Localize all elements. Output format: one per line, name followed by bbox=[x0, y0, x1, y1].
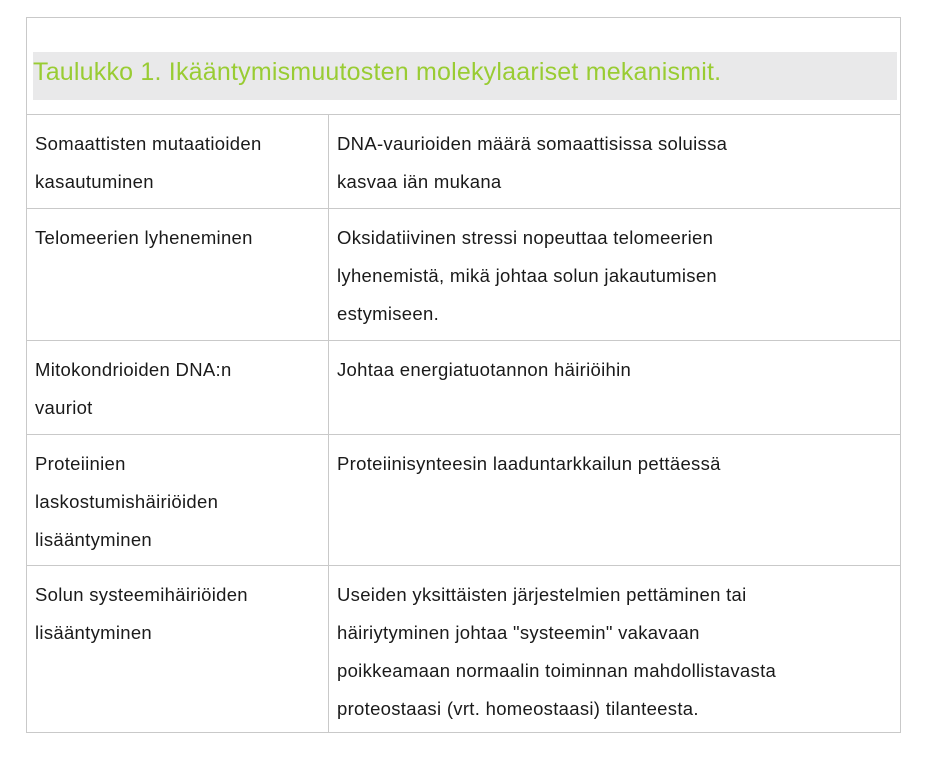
mechanism-text: lisääntyminen bbox=[35, 529, 153, 550]
mechanism-text: Mitokondrioiden DNA:n bbox=[35, 359, 232, 380]
table-row bbox=[27, 209, 900, 341]
mechanism-text: kasautuminen bbox=[35, 171, 154, 192]
table-row bbox=[27, 435, 900, 566]
description-text: estymiseen. bbox=[337, 303, 440, 324]
description-cell bbox=[337, 351, 892, 389]
mechanism-text: Proteiinien bbox=[35, 453, 126, 474]
mechanism-text: Solun systeemihäiriöiden bbox=[35, 584, 248, 605]
mechanism-text: Telomeerien lyheneminen bbox=[35, 227, 253, 248]
description-cell bbox=[337, 576, 892, 728]
description-text: proteostaasi (vrt. homeostaasi) tilanteesta. bbox=[337, 698, 699, 719]
description-text: Johtaa energiatuotannon häiriöihin bbox=[337, 359, 632, 380]
description-text: Useiden yksittäisten järjestelmien pettäminen tai bbox=[337, 584, 747, 605]
mechanism-text: lisääntyminen bbox=[35, 622, 153, 643]
description-text: häiriytyminen johtaa "systeemin" vakavaan bbox=[337, 622, 700, 643]
description-text: Oksidatiivinen stressi nopeuttaa telomeerien bbox=[337, 227, 714, 248]
mechanism-text: Somaattisten mutaatioiden bbox=[35, 133, 262, 154]
mechanism-cell bbox=[35, 445, 320, 559]
mechanism-cell bbox=[35, 125, 320, 201]
mechanism-cell bbox=[35, 351, 320, 427]
description-cell bbox=[337, 445, 892, 483]
description-cell bbox=[337, 125, 892, 201]
mechanism-cell bbox=[35, 219, 320, 257]
mechanism-text: vauriot bbox=[35, 397, 93, 418]
description-text: Proteiinisynteesin laaduntarkkailun pettäessä bbox=[337, 453, 721, 474]
mechanism-cell bbox=[35, 576, 320, 652]
table-row bbox=[27, 341, 900, 435]
aging-mechanisms-table bbox=[26, 17, 901, 733]
table-row bbox=[27, 115, 900, 209]
description-text: lyhenemistä, mikä johtaa solun jakautumisen bbox=[337, 265, 718, 286]
table-row bbox=[27, 566, 900, 733]
description-cell bbox=[337, 219, 892, 333]
description-text: DNA-vaurioiden määrä somaattisissa soluissa bbox=[337, 133, 728, 154]
table-caption-area bbox=[27, 18, 900, 115]
description-text: poikkeamaan normaalin toiminnan mahdollistavasta bbox=[337, 660, 777, 681]
description-text: kasvaa iän mukana bbox=[337, 171, 502, 192]
mechanism-text: laskostumishäiriöiden bbox=[35, 491, 219, 512]
table-caption: Taulukko 1. Ikääntymismuutosten molekylaariset mekanismit. bbox=[33, 58, 722, 86]
